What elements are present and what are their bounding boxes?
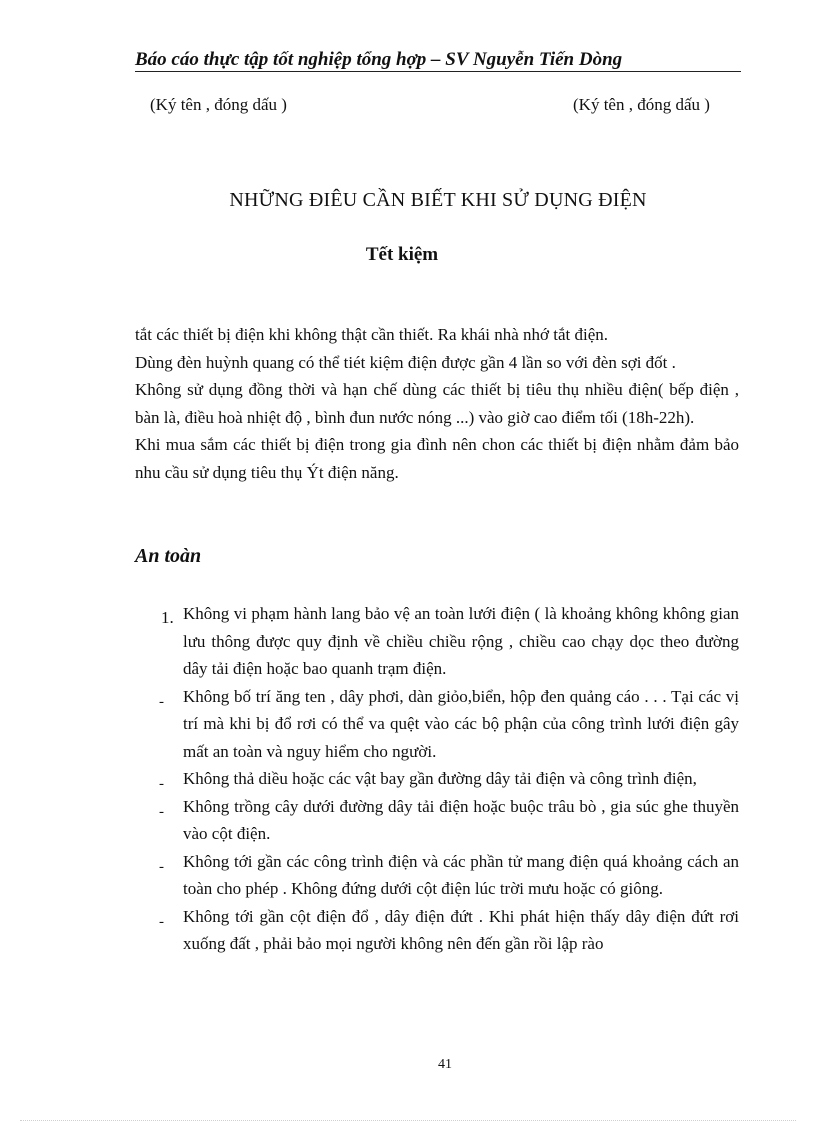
signature-right: (Ký tên , đóng dấu ) bbox=[573, 95, 710, 114]
list-item-text: Không vi phạm hành lang bảo vệ an toàn lưới điện ( là khoảng không không gian lưu thông được quy định về chiều chiều rộng , chiều cao chạy dọc theo đường dây tải điện hoặc bao quanh trạm điện. bbox=[183, 604, 739, 678]
page-bottom-divider bbox=[20, 1120, 796, 1121]
saving-paragraphs bbox=[135, 321, 739, 486]
list-item bbox=[135, 903, 739, 958]
list-marker: - bbox=[159, 913, 164, 930]
safety-list bbox=[135, 600, 739, 958]
list-item-text: Không thả diều hoặc các vật bay gần đường dây tải điện và công trình điện, bbox=[183, 769, 697, 788]
list-marker: 1. bbox=[161, 608, 174, 627]
list-item-text: Không tới gần cột điện đổ , dây điện đứt . Khi phát hiện thấy dây điện đứt rơi xuống đất , phải bảo mọi người không nên đến gần rồi lập rào bbox=[183, 906, 739, 953]
list-item-text: Không trồng cây dưới đường dây tải điện hoặc buộc trâu bò , gia súc ghe thuyền vào cột điện. bbox=[183, 796, 739, 843]
running-header: Báo cáo thực tập tốt nghiệp tổng hợp – SV Nguyễn Tiến Dòng bbox=[135, 49, 623, 70]
list-item-text: Không bố trí ăng ten , dây phơi, dàn giỏo,biển, hộp đen quảng cáo . . . Tại các vị trí mà khi bị đổ rơi có thể va quệt vào các bộ phận của công trình lưới điện gây mất an toàn và nguy hiểm cho người. bbox=[183, 686, 739, 761]
list-item bbox=[135, 793, 739, 848]
list-item bbox=[135, 683, 739, 766]
document-title: NHỮNG ĐIÊU CẦN BIẾT KHI SỬ DỤNG ĐIỆN bbox=[229, 189, 647, 211]
paragraph: Không sử dụng đồng thời và hạn chế dùng các thiết bị tiêu thụ nhiều điện( bếp điện , bàn là, điều hoà nhiệt độ , bình đun nước nóng ...) vào giờ cao điểm tối (18h-22h). bbox=[135, 380, 739, 427]
paragraph: tắt các thiết bị điện khi không thật cần thiết. Ra khái nhà nhớ tắt điện. bbox=[135, 325, 609, 344]
list-item bbox=[135, 600, 739, 683]
safety-heading: An toàn bbox=[135, 545, 202, 567]
section-subtitle: Tết kiệm bbox=[365, 244, 439, 265]
signature-left: (Ký tên , đóng dấu ) bbox=[150, 95, 287, 114]
header-rule bbox=[135, 71, 741, 72]
paragraph: Khi mua sắm các thiết bị điện trong gia đình nên chon các thiết bị điện nhằm đảm bảo nhu cầu sử dụng tiêu thụ Ýt điện năng. bbox=[135, 435, 739, 482]
list-item-text: Không tới gần các công trình điện và các phần tử mang điện quá khoảng cách an toàn cho phép . Không đứng dưới cột điện lúc trời mưu hoặc có giông. bbox=[183, 851, 739, 898]
list-marker: - bbox=[159, 693, 164, 710]
list-item bbox=[135, 765, 739, 793]
list-item bbox=[135, 848, 739, 903]
list-marker: - bbox=[159, 776, 164, 792]
paragraph: Dùng đèn huỳnh quang có thể tiét kiệm điện được gần 4 lần so với đèn sợi đốt . bbox=[135, 352, 676, 372]
list-marker: - bbox=[159, 803, 164, 820]
list-marker: - bbox=[159, 858, 164, 875]
page-number: 41 bbox=[438, 1057, 452, 1072]
